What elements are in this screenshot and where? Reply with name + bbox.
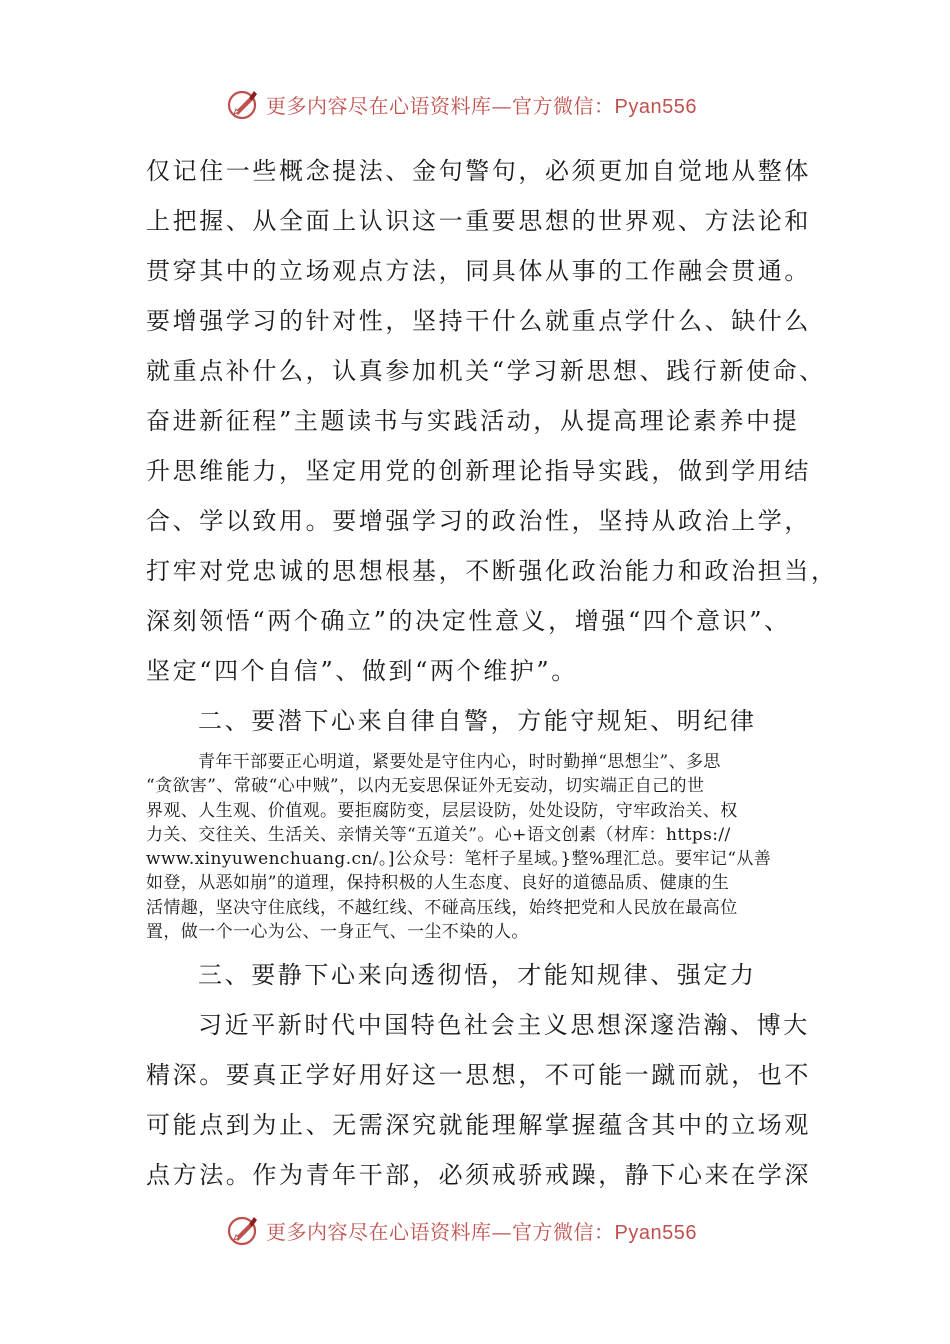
small-text-line: 界观、人生观、价值观。要拒腐防变，层层设防，处处设防，守牢政治关、权 — [146, 800, 738, 821]
text-line: 坚定“四个自信”、做到“两个维护”。 — [146, 657, 578, 685]
text-line: 深刻领悟“两个确立”的决定性意义，增强“四个意识”、 — [146, 607, 791, 635]
text-line: 就重点补什么，认真参加机关“学习新思想、践行新使命、 — [146, 357, 826, 385]
text-line: 要增强学习的针对性，坚持干什么就重点学什么、缺什么 — [146, 307, 811, 335]
text-line: 可能点到为止、无需深究就能理解掌握蕴含其中的立场观 — [146, 1111, 811, 1140]
paragraph-section-3 — [146, 1000, 811, 1200]
small-text-line: 置，做一个一心为公、一身正气、一尘不染的人。 — [146, 922, 529, 943]
small-text-line: www.xinyuwenchuang.cn/。]公众号：笔杆子星域。}整%理汇总。要牢记“从善 — [146, 849, 772, 870]
banner-text — [266, 1216, 697, 1245]
text-line: 打牢对党忠诚的思想根基，不断强化政治能力和政治担当， — [146, 557, 838, 585]
text-line: 习近平新时代中国特色社会主义思想深邃浩瀚、博大 — [198, 1011, 810, 1040]
header-banner — [0, 84, 950, 124]
text-line: 贯穿其中的立场观点方法，同具体从事的工作融会贯通。 — [146, 257, 811, 285]
text-line: 点方法。作为青年干部，必须戒骄戒躁，静下心来在学深 — [146, 1161, 811, 1190]
text-line: 上把握、从全面上认识这一重要思想的世界观、方法论和 — [146, 207, 811, 235]
section-heading-2: 二、要潜下心来自律自警，方能守规矩、明纪律 — [198, 707, 757, 735]
pen-logo-icon — [226, 87, 260, 121]
text-line: 合、学以致用。要增强学习的政治性，坚持从政治上学， — [146, 507, 811, 535]
section-heading-3: 三、要静下心来向透彻悟，才能知规律、强定力 — [198, 961, 757, 990]
text-line: 奋进新征程”主题读书与实践活动，从提高理论素养中提 — [146, 407, 800, 435]
text-line: 升思维能力，坚定用党的创新理论指导实践，做到学用结 — [146, 457, 811, 485]
paragraph-continued — [146, 146, 838, 696]
banner-label: 更多内容尽在心语资料库—官方微信： — [266, 1219, 615, 1244]
small-text-line: 力关、交往关、生活关、亲情关等“五道关”。心+语文创素（材库：https:// — [146, 824, 731, 845]
small-print-paragraph — [146, 746, 806, 950]
footer-banner — [0, 1210, 950, 1250]
text-line: 仅记住一些概念提法、金句警句，必须更加自觉地从整体 — [146, 157, 811, 185]
banner-label: 更多内容尽在心语资料库—官方微信： — [266, 93, 615, 118]
document-body — [146, 146, 838, 1200]
banner-text — [266, 90, 697, 119]
pen-logo-icon — [226, 1213, 260, 1247]
small-text-line: “贪欲害”、常破“心中贼”，以内无妄思保证外无妄动，切实端正自己的世 — [146, 776, 705, 797]
banner-wechat-id: Pyan556 — [614, 1221, 697, 1244]
small-text-line: 如登，从恶如崩”的道理，保持积极的人生态度、良好的道德品质、健康的生 — [146, 873, 730, 894]
text-line: 精深。要真正学好用好这一思想，不可能一蹴而就，也不 — [146, 1061, 811, 1090]
small-text-line: 活情趣，坚决守住底线，不越红线、不碰高压线，始终把党和人民放在最高位 — [146, 897, 738, 918]
small-text-line: 青年干部要正心明道，紧要处是守住内心，时时勤掸“思想尘”、多思 — [198, 752, 721, 772]
banner-wechat-id: Pyan556 — [614, 95, 697, 118]
